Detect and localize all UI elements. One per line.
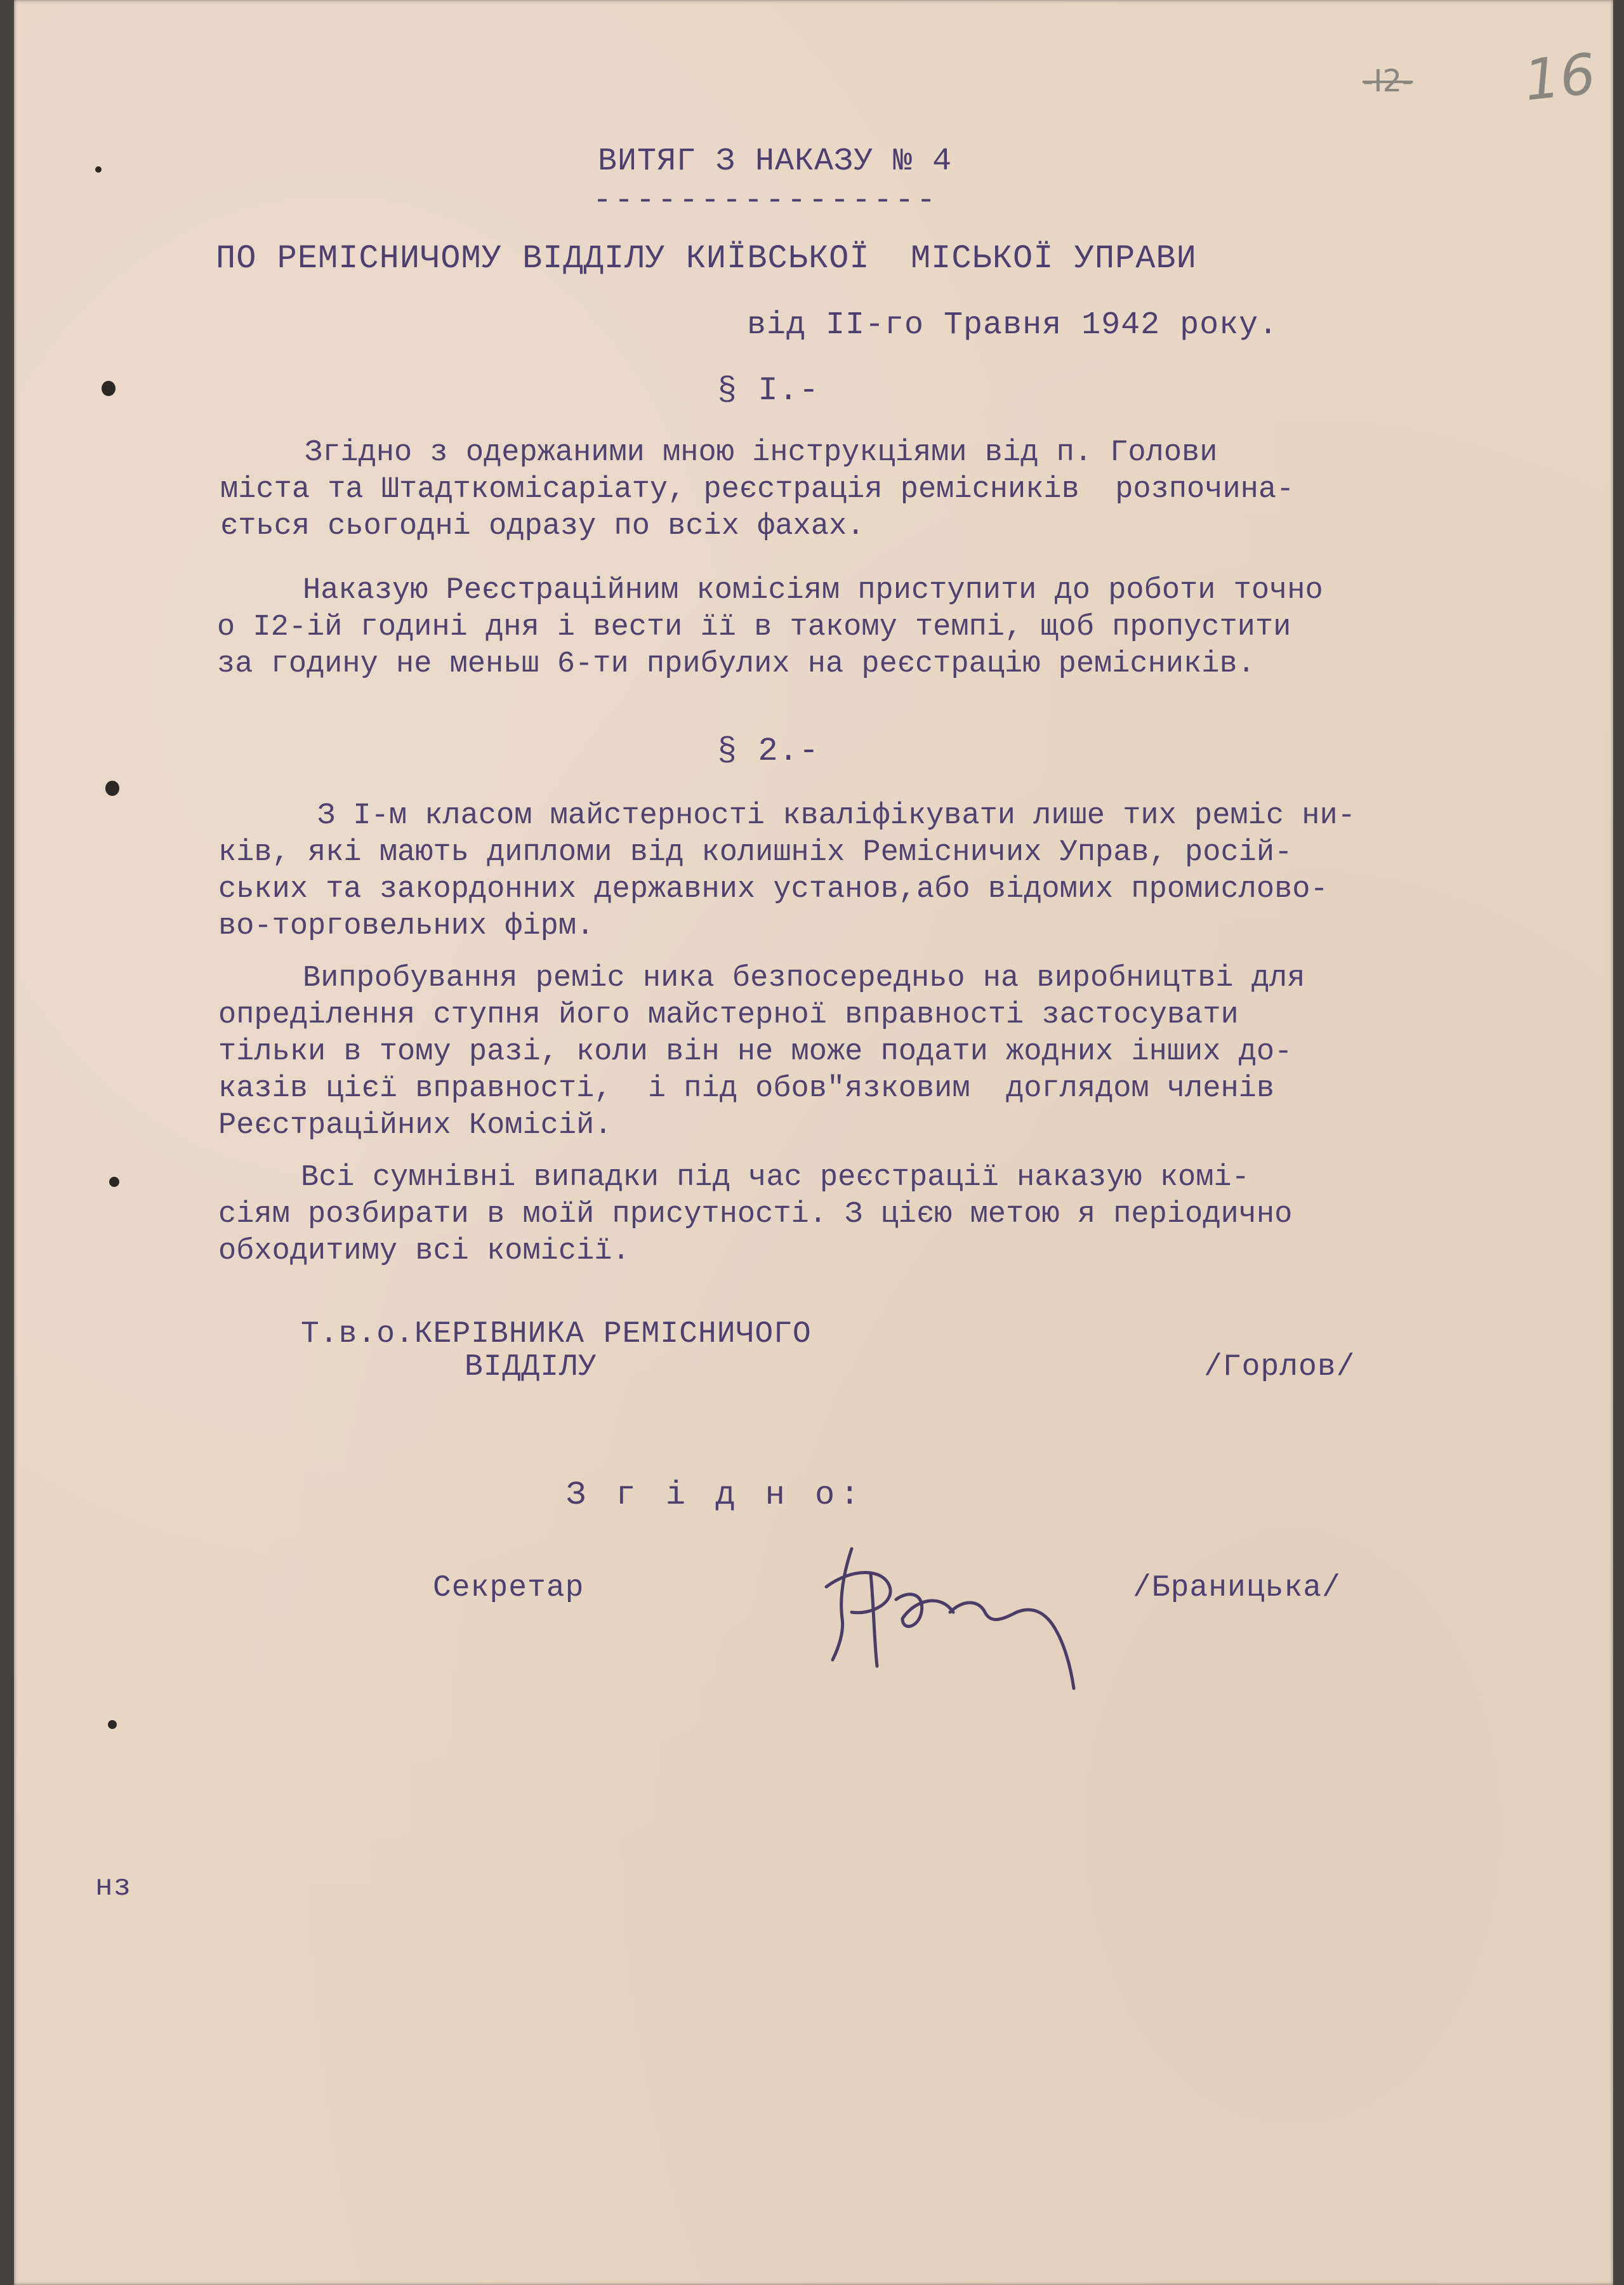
- section-2-mark: § 2.-: [717, 732, 820, 770]
- document-title: ВИТЯГ З НАКАЗУ № 4: [598, 143, 953, 180]
- secretary-name: /Браницька/: [1133, 1571, 1341, 1605]
- text-line: во-торговельних фірм.: [218, 910, 595, 943]
- text-line: Згідно з одержаними мною інструкціями від п. Голови: [305, 436, 1218, 470]
- text-line: Наказую Реєстраційним комісіям приступити до роботи точно: [303, 574, 1323, 607]
- archive-page-stamp: -I2-: [1363, 63, 1413, 99]
- signatory-position: Т.в.о.КЕРІВНИКА РЕМІСНИЧОГО: [301, 1317, 812, 1351]
- text-line: ється сьогодні одразу по всіх фахах.: [220, 510, 865, 543]
- punch-hole: [102, 381, 116, 396]
- text-line: сіям розбирати в моїй присутності. З цією метою я періодично: [218, 1198, 1293, 1231]
- text-line: міста та Штадткомісаріату, реєстрація ремісників розпочина-: [220, 473, 1295, 507]
- punch-hole: [95, 166, 102, 173]
- agreed-label: З г і д н о:: [566, 1476, 865, 1514]
- punch-hole: [108, 1720, 117, 1729]
- secretary-signature: [814, 1523, 1118, 1714]
- text-line: опреділення ступня його майстерної вправності застосувати: [218, 998, 1239, 1032]
- text-line: обходитиму всі комісії.: [218, 1235, 630, 1268]
- section-1-mark: § I.-: [717, 372, 820, 409]
- typist-initials: нз: [95, 1871, 132, 1904]
- text-line: тільки в тому разі, коли він не може подати жодних інших до-: [218, 1035, 1293, 1069]
- document-date: від II-го Травня 1942 року.: [747, 307, 1279, 343]
- text-line: Всі сумнівні випадки під час реєстрації наказую комі-: [301, 1161, 1250, 1195]
- document-page: [14, 0, 1613, 2285]
- text-line: Випробування реміс ника безпосередньо на виробництві для: [303, 962, 1305, 995]
- punch-hole: [105, 781, 119, 796]
- document-subtitle: ПО РЕМІСНИЧОМУ ВІДДІЛУ КИЇВСЬКОЇ МІСЬКОЇ УПРАВИ: [216, 240, 1197, 277]
- text-line: ків, які мають дипломи від колишніх Ремісничих Управ, росій-: [218, 836, 1293, 870]
- secretary-label: Секретар: [433, 1571, 584, 1605]
- title-underline: ----------------: [593, 183, 939, 219]
- text-line: З I-м класом майстерності кваліфікувати лише тих реміс ни-: [317, 799, 1356, 833]
- text-line: ських та закордонних державних установ,або відомих промислово-: [218, 873, 1328, 906]
- signatory-position-line-2: ВІДДІЛУ: [465, 1350, 597, 1384]
- text-line: о I2-ій годині дня і вести її в такому темпі, щоб пропустити: [217, 611, 1291, 644]
- text-line: Реєстраційних Комісій.: [218, 1109, 612, 1142]
- text-line: казів цієї вправності, і під обов"язковим доглядом членів: [218, 1072, 1275, 1106]
- punch-hole: [109, 1177, 119, 1187]
- signatory-name: /Горлов/: [1204, 1350, 1356, 1384]
- text-line: за годину не меньш 6-ти прибулих на реєстрацію ремісників.: [217, 647, 1255, 681]
- archive-page-number: 16: [1521, 41, 1599, 114]
